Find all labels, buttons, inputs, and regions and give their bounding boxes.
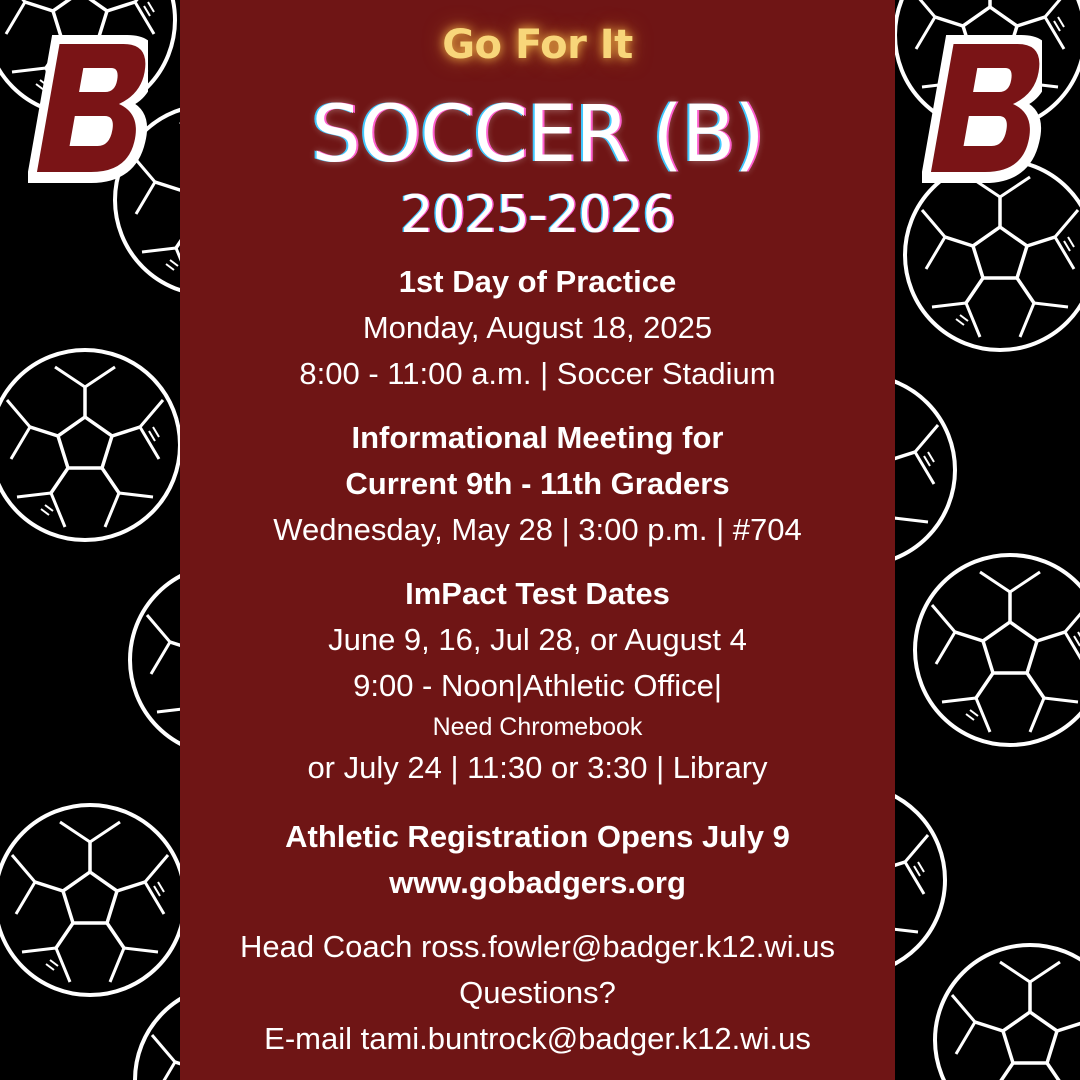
registration-heading: Athletic Registration Opens July 9 bbox=[285, 819, 790, 854]
meeting-heading-1: Informational Meeting for bbox=[351, 420, 724, 455]
questions-label: Questions? bbox=[459, 975, 616, 1010]
impact-heading: ImPact Test Dates bbox=[405, 576, 670, 611]
impact-note: Need Chromebook bbox=[432, 713, 643, 741]
meeting-heading-2: Current 9th - 11th Graders bbox=[345, 466, 730, 501]
meeting-details: Wednesday, May 28 | 3:00 p.m. | #704 bbox=[273, 512, 802, 547]
poster-content bbox=[180, 0, 895, 1080]
impact-section bbox=[180, 571, 895, 791]
registration-section bbox=[180, 814, 895, 906]
tagline: Go For It bbox=[442, 22, 633, 68]
email-contact[interactable]: E-mail tami.buntrock@badger.k12.wi.us bbox=[264, 1021, 811, 1056]
impact-dates: June 9, 16, Jul 28, or August 4 bbox=[328, 622, 747, 657]
badger-b-logo bbox=[922, 30, 1042, 190]
practice-heading: 1st Day of Practice bbox=[398, 264, 677, 299]
head-coach-contact[interactable]: Head Coach ross.fowler@badger.k12.wi.us bbox=[240, 929, 835, 964]
season: 2025-2026 bbox=[400, 185, 675, 245]
badger-b-logo bbox=[28, 30, 148, 190]
poster-title: SOCCER (B) bbox=[311, 90, 764, 180]
meeting-section bbox=[180, 415, 895, 553]
practice-time-place: 8:00 - 11:00 a.m. | Soccer Stadium bbox=[299, 356, 776, 391]
impact-time-place: 9:00 - Noon|Athletic Office| bbox=[353, 668, 722, 703]
impact-alternate: or July 24 | 11:30 or 3:30 | Library bbox=[307, 750, 768, 785]
registration-website[interactable]: www.gobadgers.org bbox=[389, 865, 686, 900]
practice-section bbox=[180, 259, 895, 397]
contacts-section bbox=[180, 924, 895, 1062]
practice-date: Monday, August 18, 2025 bbox=[362, 310, 713, 345]
